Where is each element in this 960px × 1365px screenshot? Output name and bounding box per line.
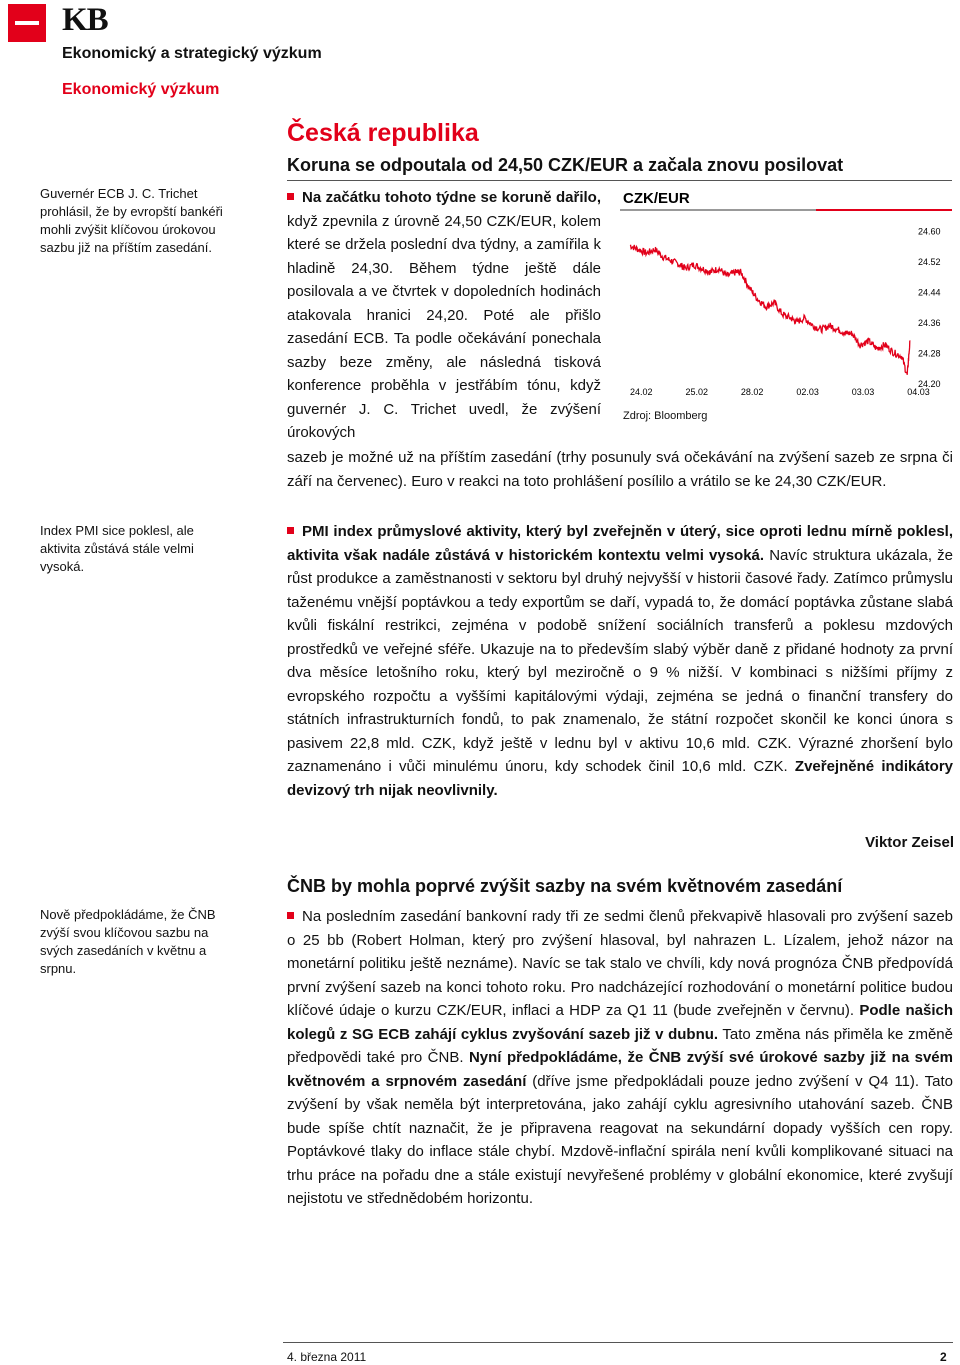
logo-bar — [15, 21, 39, 25]
paragraph-1a — [287, 186, 601, 445]
y-tick-label: 24.60 — [918, 226, 941, 237]
paragraph-2 — [287, 520, 953, 802]
paragraph-3-text-1: Na posledním zasedání bankovní rady tři ze sedmi členů překvapivě hlasovali pro zvýšení sazeb o 25 bb (Robert Holman, který pro zvýšení hlasoval, byl nahrazen L. Lízalem, jehož názor na monetární politiku ještě neznáme). Navíc se tak stalo ve chvíli, kdy nová prognóza ČNB předpovídá první zvýšení sazeb na konci tohoto roku. Pro nadcházející rozhodování o monetární politice budou klíčové údaje o kurzu CZK/EUR, inflaci a HDP za Q1 11 (bude zveřejněn v červnu). — [287, 908, 953, 1019]
page-number: 2 — [940, 1350, 947, 1364]
paragraph-3-bold-1: Podle našich kolegů z SG ECB zahájí cyklus zvyšování sazeb již v dubnu. — [287, 1002, 953, 1043]
y-tick-label: 24.20 — [918, 379, 941, 389]
sidebar-note-2: Index PMI sice poklesl, ale aktivita zůstává stále velmi vysoká. — [40, 523, 194, 574]
x-tick-label: 03.03 — [851, 387, 875, 397]
paragraph-1b: sazeb je možné už na příštím zasedání (trhy posunuly svá očekávání na zvýšení sazeb ze srpna či září na červenec). Euro v reakci na toto prohlášení posílilo a vrátilo se ke 24,30 CZK/EUR. — [287, 449, 953, 490]
header-unit: Ekonomický výzkum — [62, 81, 220, 98]
series-line — [630, 245, 910, 375]
y-tick-label: 24.52 — [918, 256, 941, 267]
logo-text: KB — [62, 2, 108, 38]
paragraph-2-text: Navíc struktura ukázala, že růst produkce a zaměstnanosti v sektoru byl druhý nejvyšší v historii časové řady. Zatímco průmyslu taženému vnější poptávkou a tedy exportům se daří, vypadá to, že domácí poptávka zůstane slabá kvůli fiskální restrikci, zejména v podobě snížení sociálních transferů a poklesu mzdových prostředků ve veřejné sféře. Ukazuje na to především slabý výběr daně z přidané hodnoty za první dva měsíce letošního roku, který byl meziročně o 9 % nižší. V kombinaci s nižšími příjmy z evropského rozpočtu a vyššími kapitálovými výdaji, zejména se jedná o finanční transfery do státních infrastrukturních fondů, to pak znamenalo, že státní rozpočet skončil ke konci února s pasivem 22,8 mld. CZK, když ještě v lednu byl v aktivu 10,6 mld. CZK. Výrazné zhoršení bylo zaznamenáno i vůči minulému únoru, kdy schodek činil 10,6 mld. CZK. — [287, 546, 953, 775]
bullet-icon — [287, 527, 294, 534]
chart-source: Zdroj: Bloomberg — [623, 410, 708, 422]
x-tick-label: 02.03 — [796, 387, 819, 397]
divider — [287, 180, 952, 181]
sidebar-note-1: Guvernér ECB J. C. Trichet prohlásil, že by evropští bankéři mohli zvýšit klíčovou úrokovou sazbu již na příštím zasedání. — [40, 186, 223, 255]
paragraph-3-text-3: (dříve jsme předpokládali pouze jedno zvýšení v Q4 11). Tato zvýšení by však neměla být interpretována, jako zahájí cyklu agresivního utahování sazeb. ČNB bude spíše chtít naznačit, že je připravena reagovat na sekundární dopady vyšších cen ropy. Poptávkové tlaky do inflace stále chybí. Mzdově-inflační spirála není kvůli komplikované situaci na trhu práce na pořadu dne a stále existují nevyřešené problémy v globální ekonomice, které zvyšují nejistotu ve střednědobém horizontu. — [287, 1072, 953, 1207]
bullet-icon — [287, 912, 294, 919]
section-subtitle: Koruna se odpoutala od 24,50 CZK/EUR a začala znovu posilovat — [287, 155, 844, 175]
author-signature: Viktor Zeisel — [865, 834, 954, 851]
header-department: Ekonomický a strategický výzkum — [62, 45, 322, 62]
x-tick-label: 25.02 — [685, 387, 708, 397]
paragraph-2-bold-2: Zveřejněné indikátory devizový trh nijak neovlivnily. — [287, 758, 954, 799]
section-title: Česká republika — [287, 119, 479, 147]
paragraph-2-bold-1: PMI index průmyslové aktivity, který byl zveřejněn v úterý, sice oproti lednu mírně poklesl, aktivita však nadále zůstává v historickém kontextu velmi vysoká. — [287, 523, 953, 564]
sidebar-note-3: Nově předpokládáme, že ČNB zvýší svou klíčovou sazbu na svých zasedáních v květnu a srpnu. — [40, 907, 216, 976]
y-tick-label: 24.44 — [918, 287, 941, 298]
footer-date: 4. března 2011 — [287, 1350, 367, 1364]
x-tick-label: 24.02 — [630, 387, 653, 397]
x-tick-label: 04.03 — [907, 387, 930, 397]
x-tick-label: 28.02 — [740, 387, 764, 397]
paragraph-3-text-2: Tato změna nás přiměla ke změně předpovědi také pro ČNB. — [287, 1025, 953, 1066]
footer-divider — [283, 1342, 953, 1343]
chart-title: CZK/EUR — [623, 190, 690, 207]
y-tick-label: 24.28 — [918, 348, 941, 359]
czk-eur-chart — [620, 185, 955, 407]
kb-logo-mark — [8, 4, 46, 42]
paragraph-1-text: když zpevnila z úrovně 24,50 CZK/EUR, kolem které se držela poslední dva týdny, a zamířila k hladině 24,30. Během týdne ještě dále posilovala a ve čtvrtek v dopoledních hodinách atakovala hranici 24,20. Poté ale přišlo zasedání ECB. Ta podle očekávání ponechala sazby beze změny, ale následná tisková konference proběhla v jestřábím tónu, když guvernér J. C. Trichet uvedl, že zvýšení úrokových — [287, 212, 601, 441]
bullet-icon — [287, 193, 294, 200]
paragraph-3-bold-2: Nyní předpokládáme, že ČNB zvýší své úrokové sazby již na svém květnovém a srpnovém zasedání — [287, 1049, 953, 1090]
paragraph-3 — [287, 905, 953, 1211]
y-tick-label: 24.36 — [918, 317, 941, 328]
section-2-title: ČNB by mohla poprvé zvýšit sazby na svém květnovém zasedání — [287, 876, 843, 896]
paragraph-1-lead: Na začátku tohoto týdne se koruně dařilo, — [302, 189, 601, 206]
